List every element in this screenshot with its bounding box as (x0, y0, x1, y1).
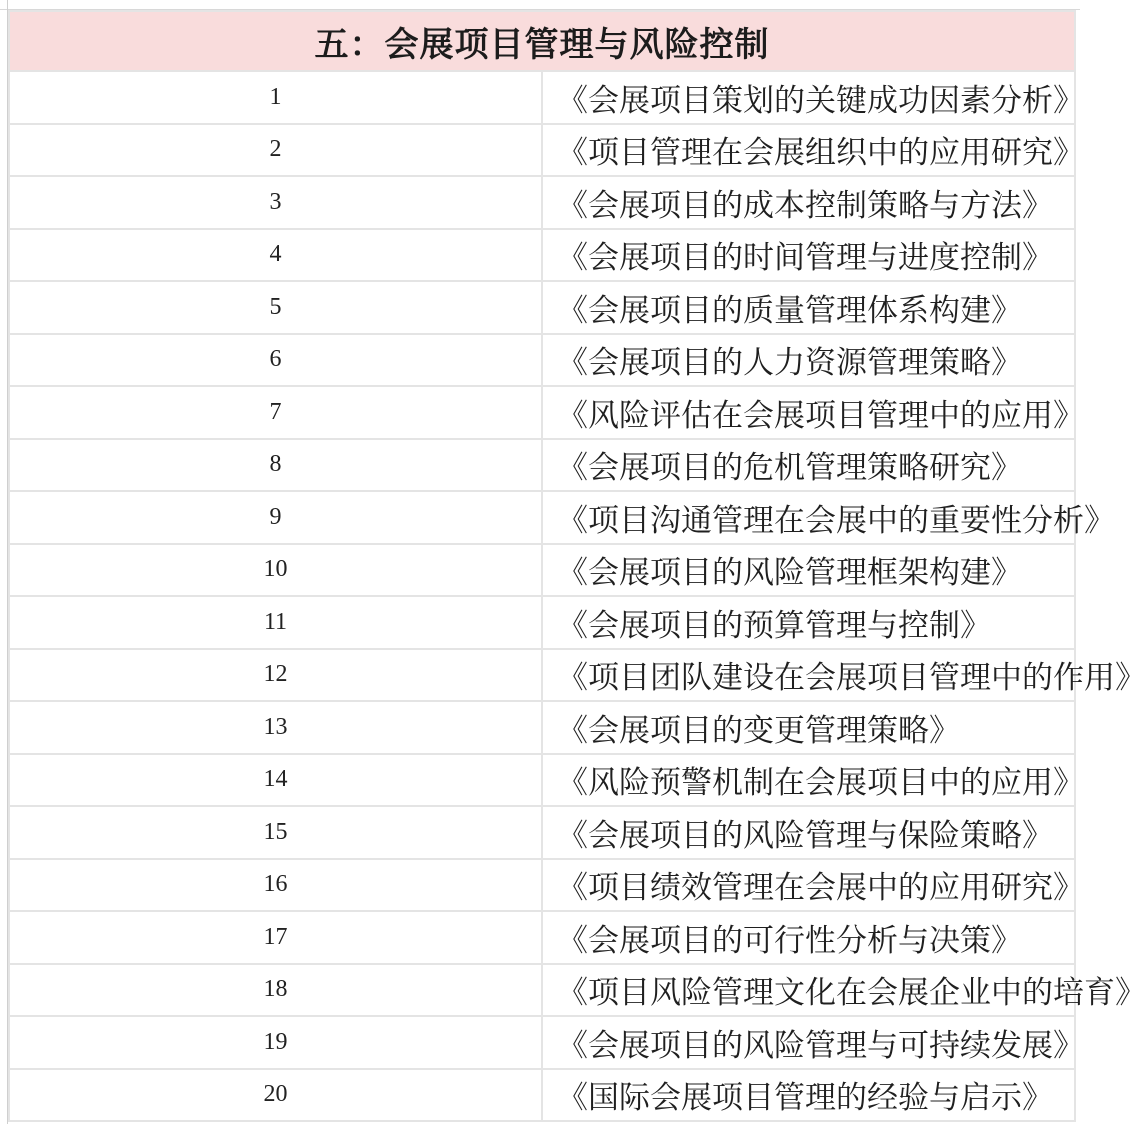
topic-title-cell[interactable]: 《项目沟通管理在会展中的重要性分析》 (542, 491, 1075, 544)
table-row (9, 124, 1075, 177)
topic-title-cell[interactable]: 《会展项目的人力资源管理策略》 (542, 334, 1075, 387)
table-row (9, 229, 1075, 282)
row-number-cell[interactable]: 9 (9, 491, 542, 544)
topic-title-cell[interactable]: 《国际会展项目管理的经验与启示》 (542, 1069, 1075, 1122)
row-number-cell[interactable]: 5 (9, 281, 542, 334)
table-row (9, 491, 1075, 544)
left-gutter (0, 0, 8, 1124)
row-number-cell[interactable]: 14 (9, 754, 542, 807)
topics-table-body (9, 11, 1146, 1121)
row-number-cell[interactable]: 19 (9, 1016, 542, 1069)
table-row (9, 71, 1075, 124)
title-row (9, 11, 1075, 71)
table-row (9, 281, 1075, 334)
table-row (9, 1016, 1075, 1069)
topic-title-cell[interactable]: 《会展项目的时间管理与进度控制》 (542, 229, 1075, 282)
row-number-cell[interactable]: 1 (9, 71, 542, 124)
topic-title-cell[interactable]: 《会展项目的可行性分析与决策》 (542, 911, 1075, 964)
row-number-cell[interactable]: 8 (9, 439, 542, 492)
row-number-cell[interactable]: 4 (9, 229, 542, 282)
table-row (9, 334, 1075, 387)
topic-title-cell[interactable]: 《项目风险管理文化在会展企业中的培育》 (542, 964, 1075, 1017)
table-row (9, 701, 1075, 754)
table-row (9, 596, 1075, 649)
topic-title-cell[interactable]: 《风险评估在会展项目管理中的应用》 (542, 386, 1075, 439)
topics-table (8, 10, 1146, 1122)
topic-title-cell[interactable]: 《会展项目的风险管理与可持续发展》 (542, 1016, 1075, 1069)
row-number-cell[interactable]: 12 (9, 649, 542, 702)
table-row (9, 1069, 1075, 1122)
topic-title-cell[interactable]: 《会展项目的变更管理策略》 (542, 701, 1075, 754)
table-row (9, 176, 1075, 229)
table-row (9, 386, 1075, 439)
row-number-cell[interactable]: 7 (9, 386, 542, 439)
row-number-cell[interactable]: 18 (9, 964, 542, 1017)
table-row (9, 964, 1075, 1017)
table-row (9, 544, 1075, 597)
row-number-cell[interactable]: 11 (9, 596, 542, 649)
table-row (9, 911, 1075, 964)
row-number-cell[interactable]: 16 (9, 859, 542, 912)
top-border (0, 0, 1080, 10)
table-row (9, 649, 1075, 702)
topic-title-cell[interactable]: 《项目绩效管理在会展中的应用研究》 (542, 859, 1075, 912)
row-number-cell[interactable]: 13 (9, 701, 542, 754)
topic-title-cell[interactable]: 《会展项目的风险管理与保险策略》 (542, 806, 1075, 859)
row-number-cell[interactable]: 10 (9, 544, 542, 597)
topic-title-cell[interactable]: 《会展项目的质量管理体系构建》 (542, 281, 1075, 334)
topic-title-cell[interactable]: 《会展项目的风险管理框架构建》 (542, 544, 1075, 597)
topic-title-cell[interactable]: 《会展项目策划的关键成功因素分析》 (542, 71, 1075, 124)
row-number-cell[interactable]: 15 (9, 806, 542, 859)
topic-title-cell[interactable]: 《会展项目的危机管理策略研究》 (542, 439, 1075, 492)
row-number-cell[interactable]: 17 (9, 911, 542, 964)
row-number-cell[interactable]: 6 (9, 334, 542, 387)
table-row (9, 754, 1075, 807)
topic-title-cell[interactable]: 《项目团队建设在会展项目管理中的作用》 (542, 649, 1075, 702)
table-row (9, 859, 1075, 912)
topic-title-cell[interactable]: 《会展项目的预算管理与控制》 (542, 596, 1075, 649)
topic-title-cell[interactable]: 《会展项目的成本控制策略与方法》 (542, 176, 1075, 229)
section-title[interactable]: 五：会展项目管理与风险控制 (9, 11, 1075, 71)
row-number-cell[interactable]: 3 (9, 176, 542, 229)
table-row (9, 806, 1075, 859)
table-row (9, 439, 1075, 492)
row-number-cell[interactable]: 20 (9, 1069, 542, 1122)
topic-title-cell[interactable]: 《风险预警机制在会展项目中的应用》 (542, 754, 1075, 807)
topic-title-cell[interactable]: 《项目管理在会展组织中的应用研究》 (542, 124, 1075, 177)
row-number-cell[interactable]: 2 (9, 124, 542, 177)
